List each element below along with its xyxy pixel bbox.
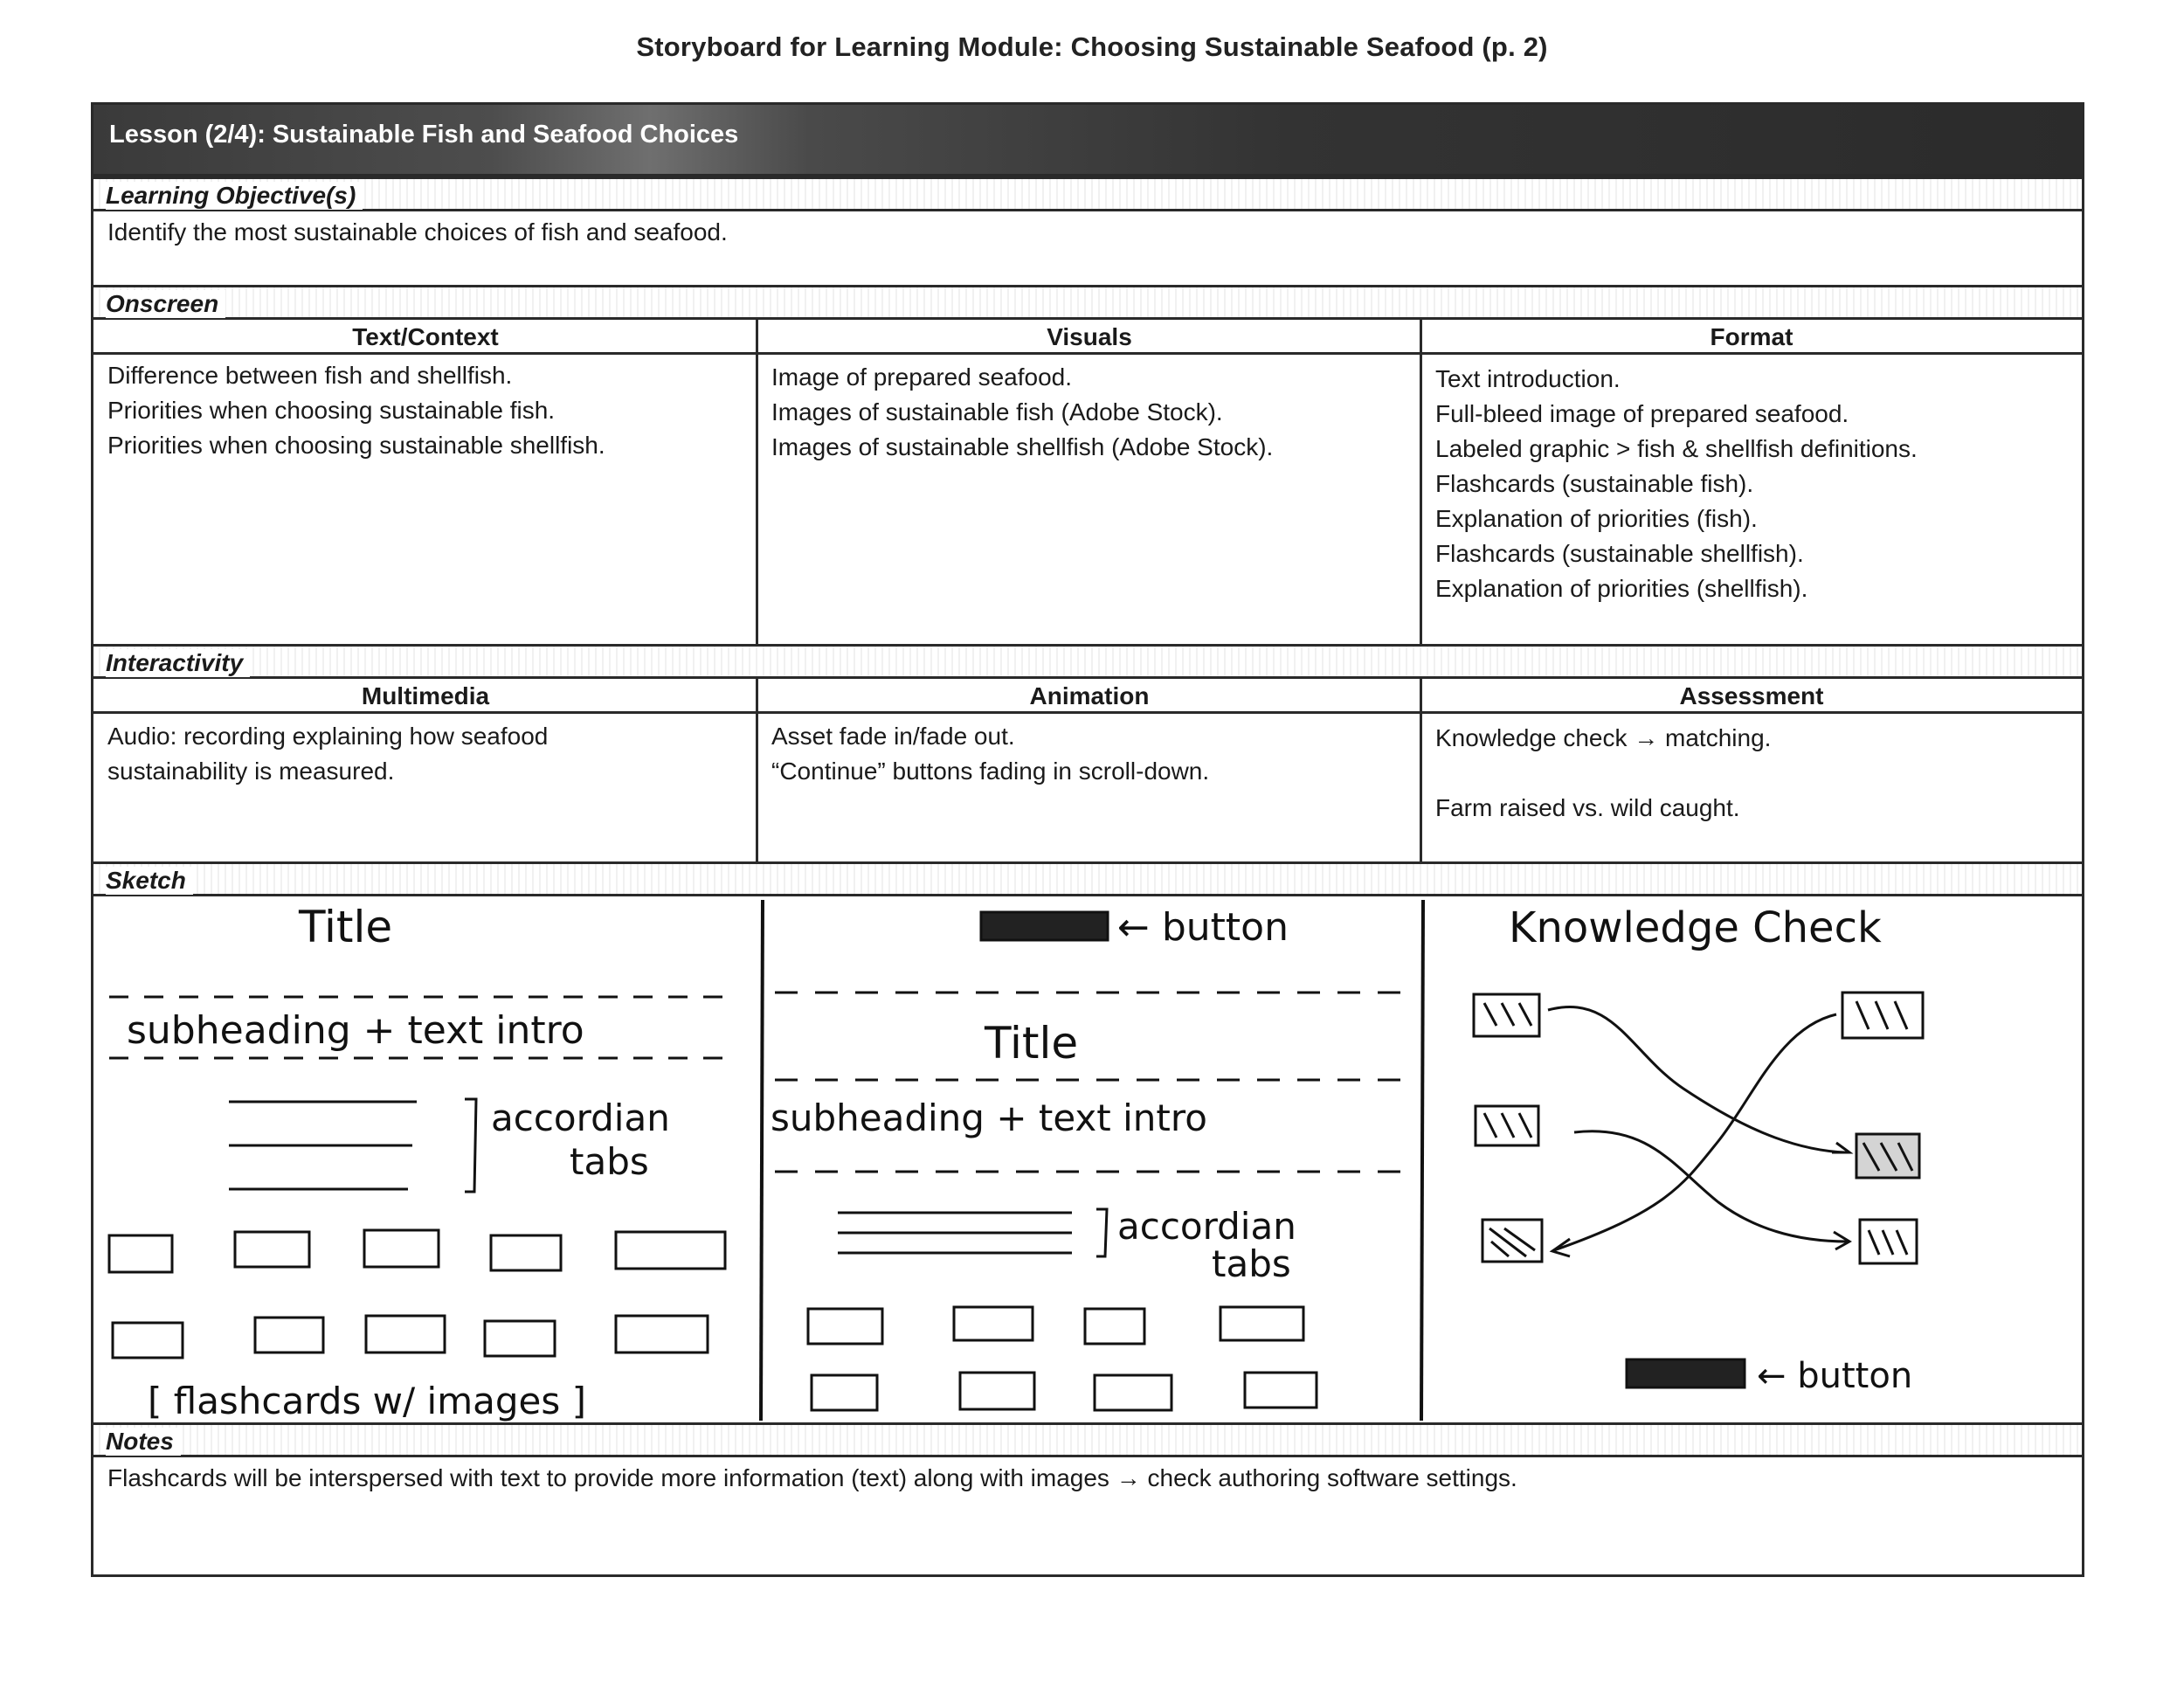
list-item (1435, 756, 1771, 791)
p3-title: Knowledge Check (1509, 903, 1882, 952)
list-item: “Continue” buttons fading in scroll-down. (771, 758, 1210, 785)
list-item: Asset fade in/fade out. (771, 723, 1015, 750)
flashcard-box (1220, 1307, 1303, 1340)
text-context-list (107, 358, 605, 463)
learning-objective-text: Identify the most sustainable choices of fish and seafood. (107, 218, 728, 246)
sketch-label: Sketch (93, 861, 2082, 896)
match-box-left (1482, 1220, 1542, 1262)
flashcard-box (364, 1230, 439, 1267)
notes-text: Flashcards will be interspersed with text to provide more information (text) along with images → check authoring software settings. (107, 1464, 1517, 1491)
p3-button-label: ← button (1757, 1356, 1913, 1396)
flashcard-box (954, 1307, 1033, 1340)
p2-subheading: subheading + text intro (771, 1097, 1207, 1139)
assessment-list (1435, 721, 1771, 826)
sketch-panel-1 (109, 902, 731, 1422)
animation-list (771, 719, 1209, 789)
p1-accordion-label: accordian (491, 1097, 670, 1139)
flashcard-box (1095, 1375, 1171, 1410)
interactivity-label: Interactivity (93, 644, 2082, 679)
hatch (1856, 1001, 1907, 1029)
accordion-bracket (465, 1099, 476, 1192)
flashcard-box (812, 1375, 877, 1410)
p1-tabs-label: tabs (570, 1140, 649, 1183)
list-item: Explanation of priorities (fish). (1435, 505, 1758, 532)
p2-tabs-label: tabs (1212, 1242, 1291, 1285)
col-assessment: Assessment (1421, 679, 2082, 714)
flashcard-box (485, 1321, 555, 1356)
list-item: Labeled graphic > fish & shellfish definitions. (1435, 435, 1918, 462)
flashcard-box (616, 1316, 708, 1352)
sketch-area (93, 896, 2082, 1422)
list-item: Images of sustainable fish (Adobe Stock). (771, 398, 1223, 425)
button-shape (981, 912, 1108, 940)
page-title: Storyboard for Learning Module: Choosing Sustainable Seafood (p. 2) (636, 31, 1548, 62)
format-list (1435, 362, 1918, 606)
multimedia-list (107, 719, 548, 789)
notes-label: Notes (93, 1422, 2082, 1457)
col-format: Format (1421, 320, 2082, 355)
list-item: Image of prepared seafood. (771, 363, 1073, 391)
p2-accordion-label: accordian (1117, 1205, 1296, 1248)
accordion-bracket (1096, 1209, 1107, 1256)
list-item: Flashcards (sustainable fish). (1435, 470, 1754, 497)
list-item: Flashcards (sustainable shellfish). (1435, 540, 1804, 567)
flashcard-box (366, 1316, 445, 1352)
list-item: sustainability is measured. (107, 758, 395, 785)
list-item: Full-bleed image of prepared seafood. (1435, 400, 1849, 427)
visuals-list (771, 360, 1273, 465)
p1-subheading: subheading + text intro (127, 1008, 584, 1053)
match-box-left (1474, 994, 1539, 1036)
flashcard-box (109, 1235, 172, 1272)
list-item: Audio: recording explaining how seafood (107, 723, 549, 750)
col-animation: Animation (757, 679, 1421, 714)
p2-title: Title (985, 1018, 1079, 1069)
flashcard-box (960, 1373, 1034, 1409)
hatch (1484, 1113, 1531, 1138)
p1-flashcards-label: [ flashcards w/ images ] (148, 1380, 586, 1422)
divider (756, 320, 758, 644)
col-visuals: Visuals (757, 320, 1421, 355)
list-item: Farm raised vs. wild caught. (1435, 794, 1740, 821)
button-shape (1627, 1359, 1745, 1387)
divider (1420, 320, 1422, 644)
divider (1420, 679, 1422, 861)
sketch-divider (1421, 900, 1423, 1421)
flashcard-box (616, 1232, 725, 1269)
list-item: Priorities when choosing sustainable fish. (107, 397, 556, 424)
flashcard-box (113, 1323, 183, 1358)
flashcard-box (235, 1232, 309, 1267)
list-item: Text introduction. (1435, 365, 1621, 392)
list-item: Priorities when choosing sustainable shellfish. (107, 432, 605, 459)
hatch (1869, 1230, 1907, 1255)
divider (756, 679, 758, 861)
learning-objectives-label: Learning Objective(s) (93, 176, 2082, 211)
list-item: Images of sustainable shellfish (Adobe Stock). (771, 433, 1274, 460)
flashcard-box (1245, 1373, 1317, 1408)
sketch-panel-3 (1474, 903, 1923, 1396)
p2-button-label: ← button (1117, 905, 1289, 950)
list-item: Difference between fish and shellfish. (107, 362, 513, 389)
onscreen-label: Onscreen (93, 285, 2082, 320)
list-item: Knowledge check → matching. (1435, 724, 1772, 751)
col-text-context: Text/Context (93, 320, 757, 355)
flashcard-box (491, 1235, 561, 1270)
hatch (1484, 1003, 1531, 1026)
list-item: Explanation of priorities (shellfish). (1435, 575, 1808, 602)
flashcard-box (1085, 1309, 1144, 1344)
p1-title: Title (299, 902, 393, 952)
flashcard-box (808, 1309, 882, 1344)
hatch (1489, 1228, 1535, 1256)
sketch-divider (761, 900, 763, 1421)
col-multimedia: Multimedia (93, 679, 757, 714)
sketch-panel-2 (771, 905, 1404, 1410)
storyboard-sheet (91, 102, 2084, 1577)
flashcard-box (255, 1318, 323, 1352)
lesson-banner (93, 105, 2082, 176)
lesson-title: Lesson (2/4): Sustainable Fish and Seafood Choices (109, 121, 739, 149)
